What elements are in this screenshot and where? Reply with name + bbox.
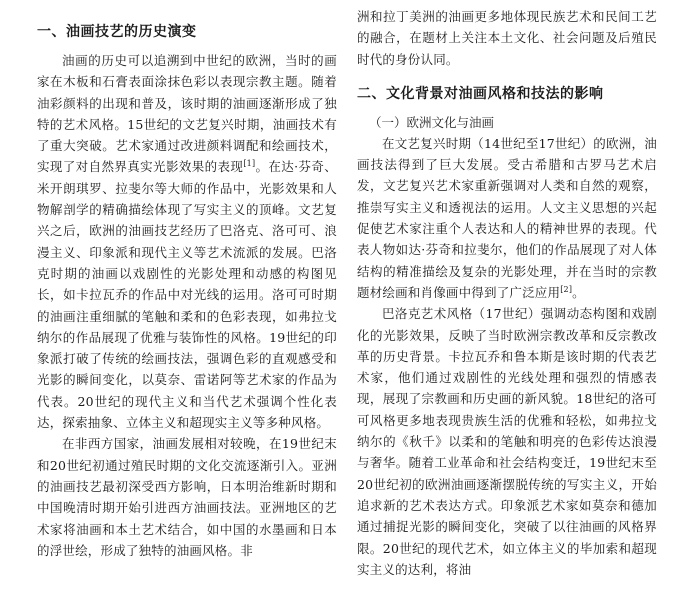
body-paragraph-4: 巴洛克艺术风格（17世纪）强调动态构图和戏剧化的光影效果，反映了当时欧洲宗教改革和反宗教改革的历史背景。卡拉瓦乔和鲁本斯是该时期的代表艺术家，他们通过戏剧性的光线处理和强烈的情感表现，展现了宗教画和历史画的新风貌。18世纪的洛可可风格更多地表现贵族生活的优雅和轻松，如弗拉戈纳尔的《秋千》以柔和的笔触和明亮的色彩传达浪漫与奢华。随着工业革命和社会结构变迁，19世纪末至20世纪初的欧洲油画逐渐摆脱传统的写实主义，开始追求新的艺术表达方式。印象派艺术家如莫奈和德加通过捕捉光影的瞬间变化，突破了以往油画的风格界限。20世纪的现代艺术，如立体主义的毕加索和超现实主义的达利，将油 xyxy=(357,306,657,577)
subsection-heading-1: （一）欧洲文化与油画 xyxy=(369,114,495,130)
body-paragraph-1 xyxy=(37,50,337,433)
paragraph-text-after: 。 xyxy=(572,284,585,300)
section-heading-2: 二、文化背景对油画风格和技法的影响 xyxy=(357,85,604,102)
body-paragraph-continuation: 洲和拉丁美洲的油画更多地体现民族艺术和民间工艺的融合，在题材上关注本土文化、社会问题及后殖民时代的身份认同。 xyxy=(357,9,657,67)
paragraph-text: 在文艺复兴时期（14世纪至17世纪）的欧洲，油画技法得到了巨大发展。受古希腊和古罗马艺术启发，文艺复兴艺术家重新强调对人类和自然的观察，推崇写实主义和透视法的运用。人文主义思想的兴起促使艺术家注重个人表达和人的精神世界的表现。代表人物如达·芬奇和拉斐尔，他们的作品展现了对人体结构的精准描绘及复杂的光影处理，并在当时的宗教题材绘画和肖像画中得到了广泛应用 xyxy=(357,135,657,300)
section-heading-1: 一、油画技艺的历史演变 xyxy=(37,24,197,40)
paragraph-text: 油画的历史可以追溯到中世纪的欧洲，当时的画家在木板和石膏表面涂抹色彩以表现宗教主题。随着油彩颜料的出现和普及，该时期的油画逐渐形成了独特的艺术风格。15世纪的文艺复兴时期，油画技术有了重大突破。艺术家通过改进颜料调配和绘画技术，实现了对自然界真实光影效果的表现 xyxy=(37,53,337,175)
paragraph-text-after: 。在达·芬奇、米开朗琪罗、拉斐尔等大师的作品中，光影效果和人物解剖学的精确描绘体现了写实主义的顶峰。文艺复兴之后，欧洲的油画技艺经历了巴洛克、洛可可、浪漫主义、印象派和现代主义等艺术流派的发展。巴洛克时期的油画以戏剧性的光影处理和动感的构图见长，如卡拉瓦乔的作品中对光线的运用。洛可可时期的油画注重细腻的笔触和柔和的色彩表现，如弗拉戈纳尔的作品展现了优雅与装饰性的风格。19世纪的印象派打破了传统的绘画技法，强调色彩的直观感受和光影的瞬间变化，以莫奈、雷诺阿等艺术家的作品为代表。20世纪的现代主义和当代艺术强调个性化表达，探索抽象、立体主义和超现实主义等多种风格。 xyxy=(37,159,338,431)
body-paragraph-2: 在非西方国家，油画发展相对较晚，在19世纪末和20世纪初通过殖民时期的文化交流逐渐引入。亚洲的油画技艺最初深受西方影响，日本明治维新时期和中国晚清时期开始引进西方油画技法。亚洲地区的艺术家将油画和本土艺术结合，如中国的水墨画和日本的浮世绘，形成了独特的油画风格。非 xyxy=(37,436,337,558)
left-column xyxy=(37,6,337,561)
right-column xyxy=(357,6,657,580)
body-paragraph-3 xyxy=(357,133,657,303)
citation-ref-1: [1] xyxy=(243,159,256,169)
citation-ref-2: [2] xyxy=(560,284,573,294)
